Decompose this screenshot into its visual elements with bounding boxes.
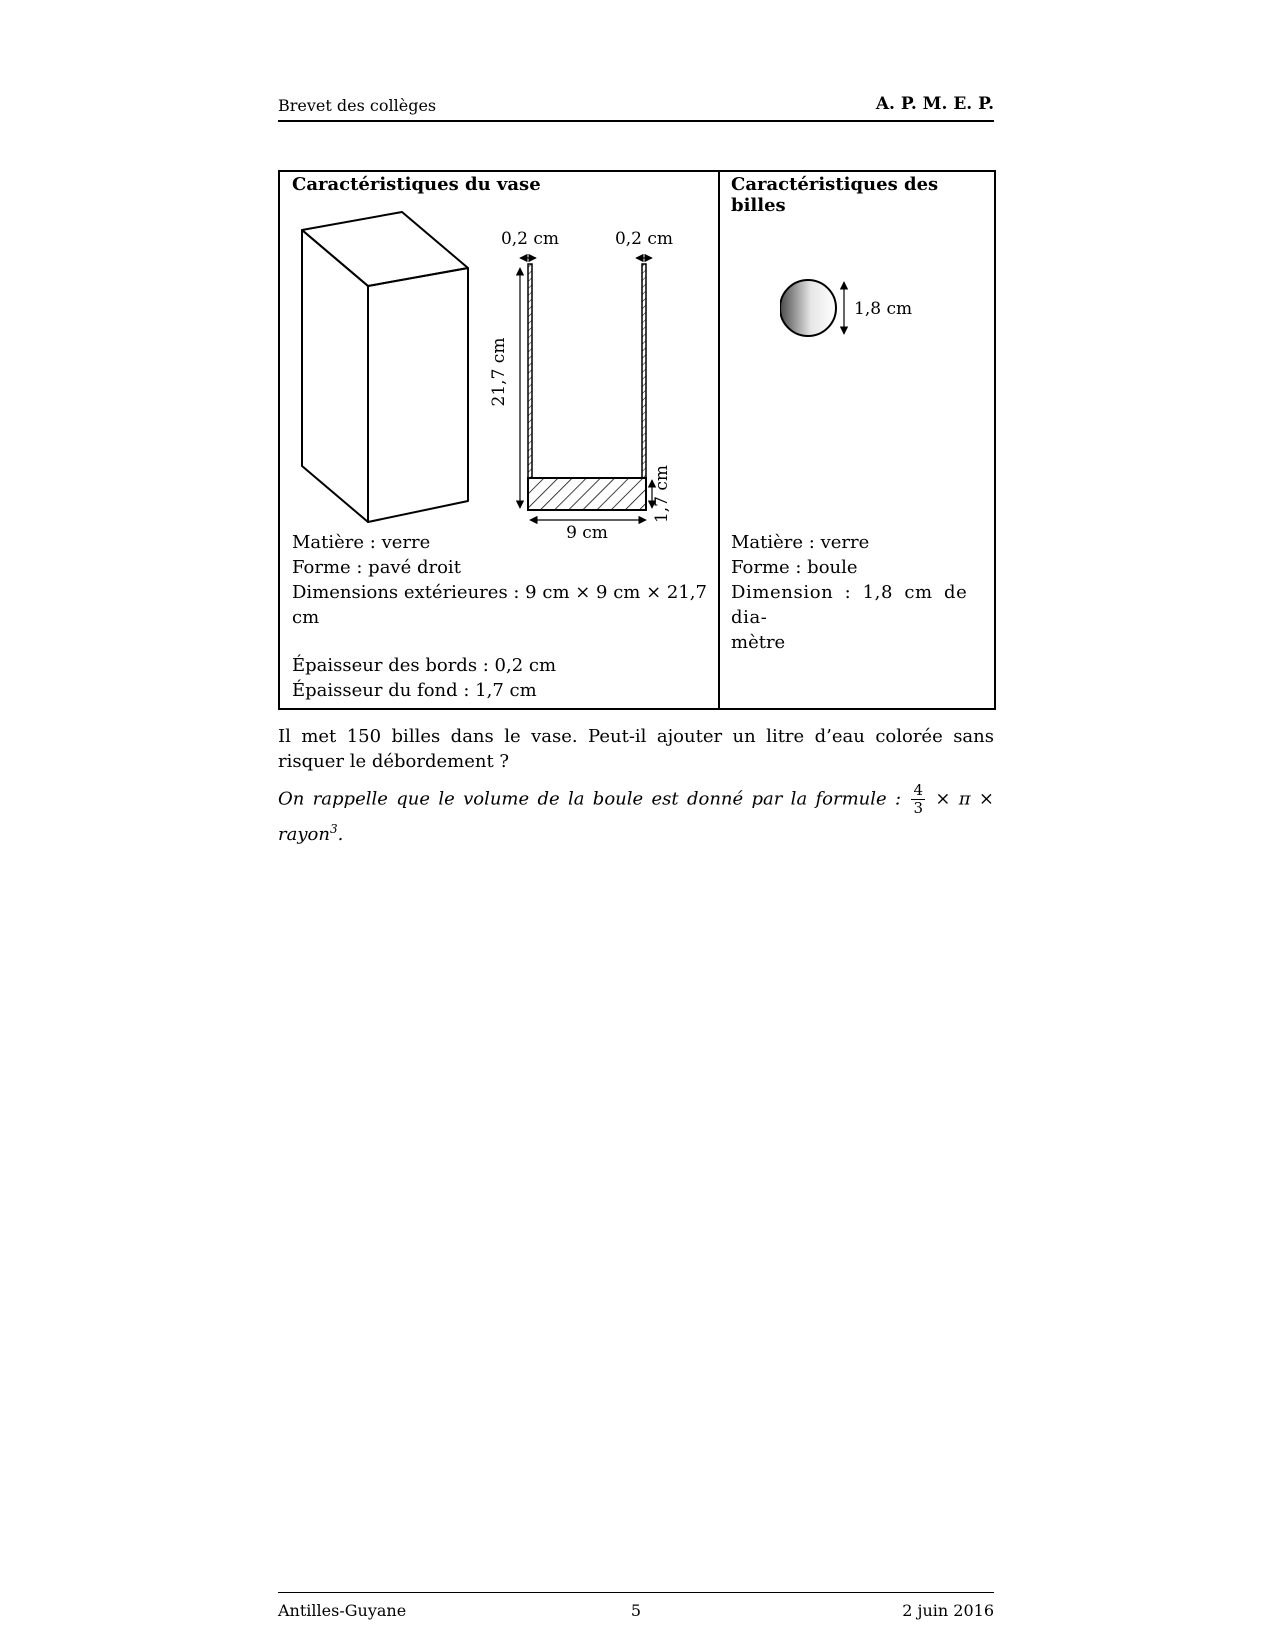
- vase-title: Caractéristiques du vase: [292, 174, 541, 195]
- formula-intro: On rappelle que le volume de la boule est donné par la formule :: [278, 788, 902, 810]
- formula-end: .: [337, 824, 344, 845]
- billes-lines: [731, 530, 981, 655]
- ball-drawing: [780, 272, 980, 372]
- formula-fraction: [911, 782, 925, 817]
- formula-denominator: 3: [913, 799, 923, 817]
- box-side-face: [302, 230, 368, 522]
- width-label: 9 cm: [566, 523, 608, 543]
- billes-line-shape: Forme : boule: [731, 557, 858, 578]
- column-divider: [718, 172, 720, 708]
- left-wall: [528, 264, 532, 478]
- formula-numerator: 4: [913, 781, 923, 799]
- billes-line-dimension: Dimension : 1,8 cm de dia-: [731, 582, 968, 628]
- diameter-label: 1,8 cm: [854, 299, 913, 319]
- formula-exponent: 3: [329, 822, 338, 836]
- billes-line-dimension-cont: mètre: [731, 632, 786, 653]
- header-left: Brevet des collèges: [278, 96, 437, 115]
- billes-line-material: Matière : verre: [731, 532, 870, 553]
- ball-circle: [780, 280, 836, 336]
- formula-rest: × π × rayon: [278, 788, 994, 845]
- question-text: Il met 150 billes dans le vase. Peut-il ajouter un litre d’eau colorée sans risquer le débordement ?: [278, 726, 994, 772]
- vase-line-material: Matière : verre: [292, 532, 431, 553]
- vase-line-bottom-thickness: Épaisseur du fond : 1,7 cm: [292, 680, 537, 701]
- header-right: A. P. M. E. P.: [875, 94, 994, 114]
- vase-lines: [292, 530, 712, 703]
- page-footer: [278, 1592, 994, 1623]
- vase-line-dimensions: Dimensions extérieures : 9 cm × 9 cm × 21,7 cm: [292, 582, 707, 628]
- footer-left: Antilles-Guyane: [278, 1601, 407, 1620]
- vase-line-wall-thickness: Épaisseur des bords : 0,2 cm: [292, 655, 557, 676]
- right-wall-label: 0,2 cm: [614, 229, 674, 249]
- footer-page-number: 5: [630, 1601, 642, 1620]
- left-wall-label: 0,2 cm: [500, 229, 560, 249]
- characteristics-table: [278, 170, 996, 710]
- vase-bottom: [528, 478, 646, 510]
- page-header: [278, 92, 994, 122]
- vase-line-shape: Forme : pavé droit: [292, 557, 461, 578]
- bottom-label: 1,7 cm: [652, 464, 672, 524]
- formula-note: [278, 782, 994, 847]
- box-top-face: [302, 212, 468, 286]
- footer-date: 2 juin 2016: [902, 1601, 994, 1620]
- right-wall: [642, 264, 646, 478]
- billes-title: Caractéristiques des billes: [731, 174, 939, 216]
- box-front-face: [368, 268, 468, 522]
- height-label: 21,7 cm: [489, 337, 509, 407]
- question-block: [278, 724, 994, 847]
